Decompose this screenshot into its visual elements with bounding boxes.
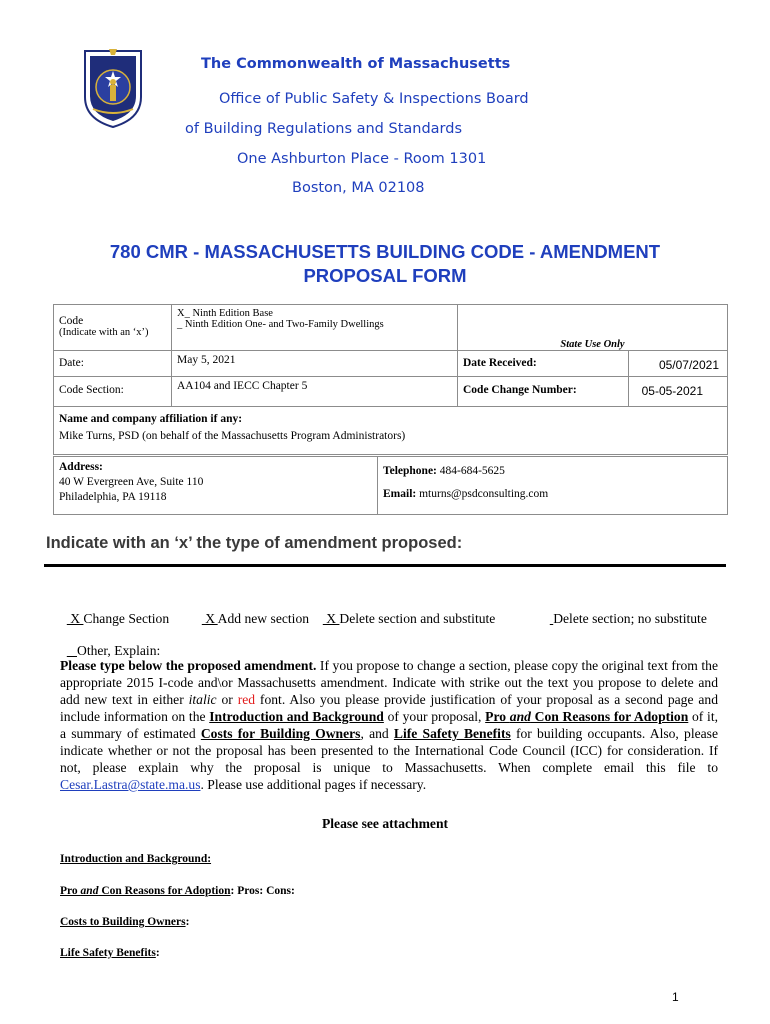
amendment-options-row: [60, 595, 169, 627]
pro-word: Pro: [485, 709, 510, 724]
page-title: [0, 240, 770, 288]
life-safety-heading: [60, 947, 160, 959]
instructions-lead: Please type below the proposed amendment.: [60, 658, 317, 673]
costs-heading: [60, 916, 189, 928]
name-affiliation-label: Name and company affiliation if any:: [59, 413, 243, 425]
or-word: or: [216, 692, 238, 707]
add-section-label: Add new section: [217, 611, 310, 626]
code-section-value: AA104 and IECC Chapter 5: [177, 380, 308, 392]
delete-no-substitute-option: [543, 595, 707, 627]
code-change-value: 05-05-2021: [641, 384, 703, 398]
code-section-value-cell[interactable]: [172, 377, 458, 407]
other-mark[interactable]: [67, 643, 77, 658]
address-cell[interactable]: [54, 457, 378, 515]
delete-no-substitute-label: Delete section; no substitute: [553, 611, 707, 626]
other-option: [60, 627, 160, 659]
date-received-label: Date Received:: [463, 357, 537, 369]
code-options-cell[interactable]: [172, 305, 458, 351]
pro-con-rest: : Pros: Cons:: [230, 885, 295, 897]
pro-con-con: Con Reasons for Adoption: [98, 885, 231, 897]
code-change-label-cell: [458, 377, 629, 407]
heading-divider: [44, 564, 726, 567]
life-safety-heading-colon: :: [155, 947, 160, 959]
code-change-label: Code Change Number:: [463, 384, 577, 396]
amendment-type-heading: Indicate with an ‘x’ the type of amendment proposed:: [46, 534, 463, 552]
name-affiliation-value: Mike Turns, PSD (on behalf of the Massachusetts Program Administrators): [59, 430, 406, 442]
page-number: 1: [672, 990, 679, 1004]
email-row: [383, 488, 722, 500]
costs-ref: Costs for Building Owners: [200, 726, 361, 741]
change-section-mark[interactable]: X: [66, 611, 84, 626]
name-affiliation-cell[interactable]: [54, 407, 728, 455]
intro-background-ref: Introduction and Background: [209, 709, 384, 724]
red-word: red: [237, 692, 256, 707]
org-name: The Commonwealth of Massachusetts: [201, 56, 511, 72]
telephone-value: 484-684-5625: [439, 465, 505, 477]
email-value: mturns@psdconsulting.com: [419, 488, 549, 500]
pro-con-heading: [60, 885, 295, 897]
code-label: Code: [59, 315, 84, 327]
instructions-text-7: . Please use additional pages if necessary.: [200, 777, 427, 792]
address-line-1: 40 W Evergreen Ave, Suite 110: [59, 476, 204, 488]
pro-con-pro: Pro: [60, 885, 81, 897]
add-section-mark[interactable]: X: [201, 611, 218, 626]
and-word: and: [509, 709, 531, 724]
life-safety-ref: Life Safety Benefits: [393, 726, 511, 741]
code-section-label-cell: [54, 377, 172, 407]
code-label-cell: [54, 305, 172, 351]
city-line: Boston, MA 02108: [292, 180, 425, 196]
code-hint: (Indicate with an ‘x’): [59, 327, 149, 338]
contact-table: [53, 456, 728, 515]
proposal-info-table: [53, 304, 728, 455]
email-label: Email:: [383, 488, 417, 500]
date-value: May 5, 2021: [177, 354, 236, 366]
date-received-value: 05/07/2021: [658, 358, 719, 372]
address-label: Address:: [59, 461, 103, 473]
instructions-paragraph: [60, 657, 718, 793]
submission-email-link[interactable]: Cesar.Lastra@state.ma.us: [60, 777, 201, 792]
change-section-label: Change Section: [83, 611, 170, 626]
office-line-2: of Building Regulations and Standards: [185, 121, 463, 137]
costs-heading-label: Costs to Building Owners: [60, 916, 186, 928]
code-section-label: Code Section:: [59, 384, 124, 396]
code-option-base: X_ Ninth Edition Base: [177, 308, 273, 319]
delete-substitute-option: [316, 595, 495, 627]
page-title-line-2: PROPOSAL FORM: [303, 265, 467, 286]
date-label-cell: [54, 351, 172, 377]
delete-substitute-label: Delete section and substitute: [339, 611, 496, 626]
costs-heading-colon: :: [185, 916, 190, 928]
date-received-value-cell[interactable]: [629, 351, 728, 377]
telephone-label: Telephone:: [383, 465, 437, 477]
con-reasons-ref: Con Reasons for Adoption: [530, 709, 689, 724]
other-label: Other, Explain:: [77, 643, 161, 658]
state-use-only-cell: [458, 305, 728, 351]
address-line-2: Philadelphia, PA 19118: [59, 491, 167, 503]
telephone-row: [383, 465, 722, 477]
date-received-label-cell: [458, 351, 629, 377]
instructions-text-5: , and: [360, 726, 394, 741]
page-title-line-1: 780 CMR - MASSACHUSETTS BUILDING CODE - AMENDMENT: [109, 241, 661, 262]
state-use-only-label: State Use Only: [560, 339, 625, 350]
instructions-text-2: font. Also you please provide justification of your proposal as a second page and include information on the: [60, 692, 718, 724]
code-change-value-cell[interactable]: [629, 377, 728, 407]
date-label: Date:: [59, 357, 84, 369]
instructions-text-3: of your proposal,: [383, 709, 486, 724]
attachment-note: Please see attachment: [321, 816, 449, 831]
instructions-text-6: for building occupants. Also, please indicate whether or not the proposal has been presented to the International Code Council (ICC) for consideration. If not, please explain why the proposal is unique to Massachusetts. When complete email this file to: [60, 726, 718, 775]
italic-word: italic: [188, 692, 217, 707]
instructions-text-4: of it, a summary of estimated: [60, 709, 718, 741]
address-line: One Ashburton Place - Room 1301: [237, 151, 487, 167]
delete-substitute-mark[interactable]: X: [322, 611, 340, 626]
intro-background-heading: Introduction and Background:: [60, 853, 212, 865]
code-option-one-two-family: _ Ninth Edition One- and Two-Family Dwellings: [177, 319, 384, 330]
instructions-text-1: If you propose to change a section, please copy the original text from the appropriate 2015 I-code and\or Massachusetts amendment. Indicate with strike out the text you propose to delete and add new text in either: [60, 658, 718, 707]
contact-cell[interactable]: [378, 457, 728, 515]
pro-con-and: and: [80, 885, 99, 897]
date-value-cell[interactable]: [172, 351, 458, 377]
life-safety-heading-label: Life Safety Benefits: [60, 947, 156, 959]
office-line-1: Office of Public Safety & Inspections Board: [219, 91, 529, 107]
state-seal-logo: [81, 47, 145, 129]
add-section-option: [195, 595, 309, 627]
